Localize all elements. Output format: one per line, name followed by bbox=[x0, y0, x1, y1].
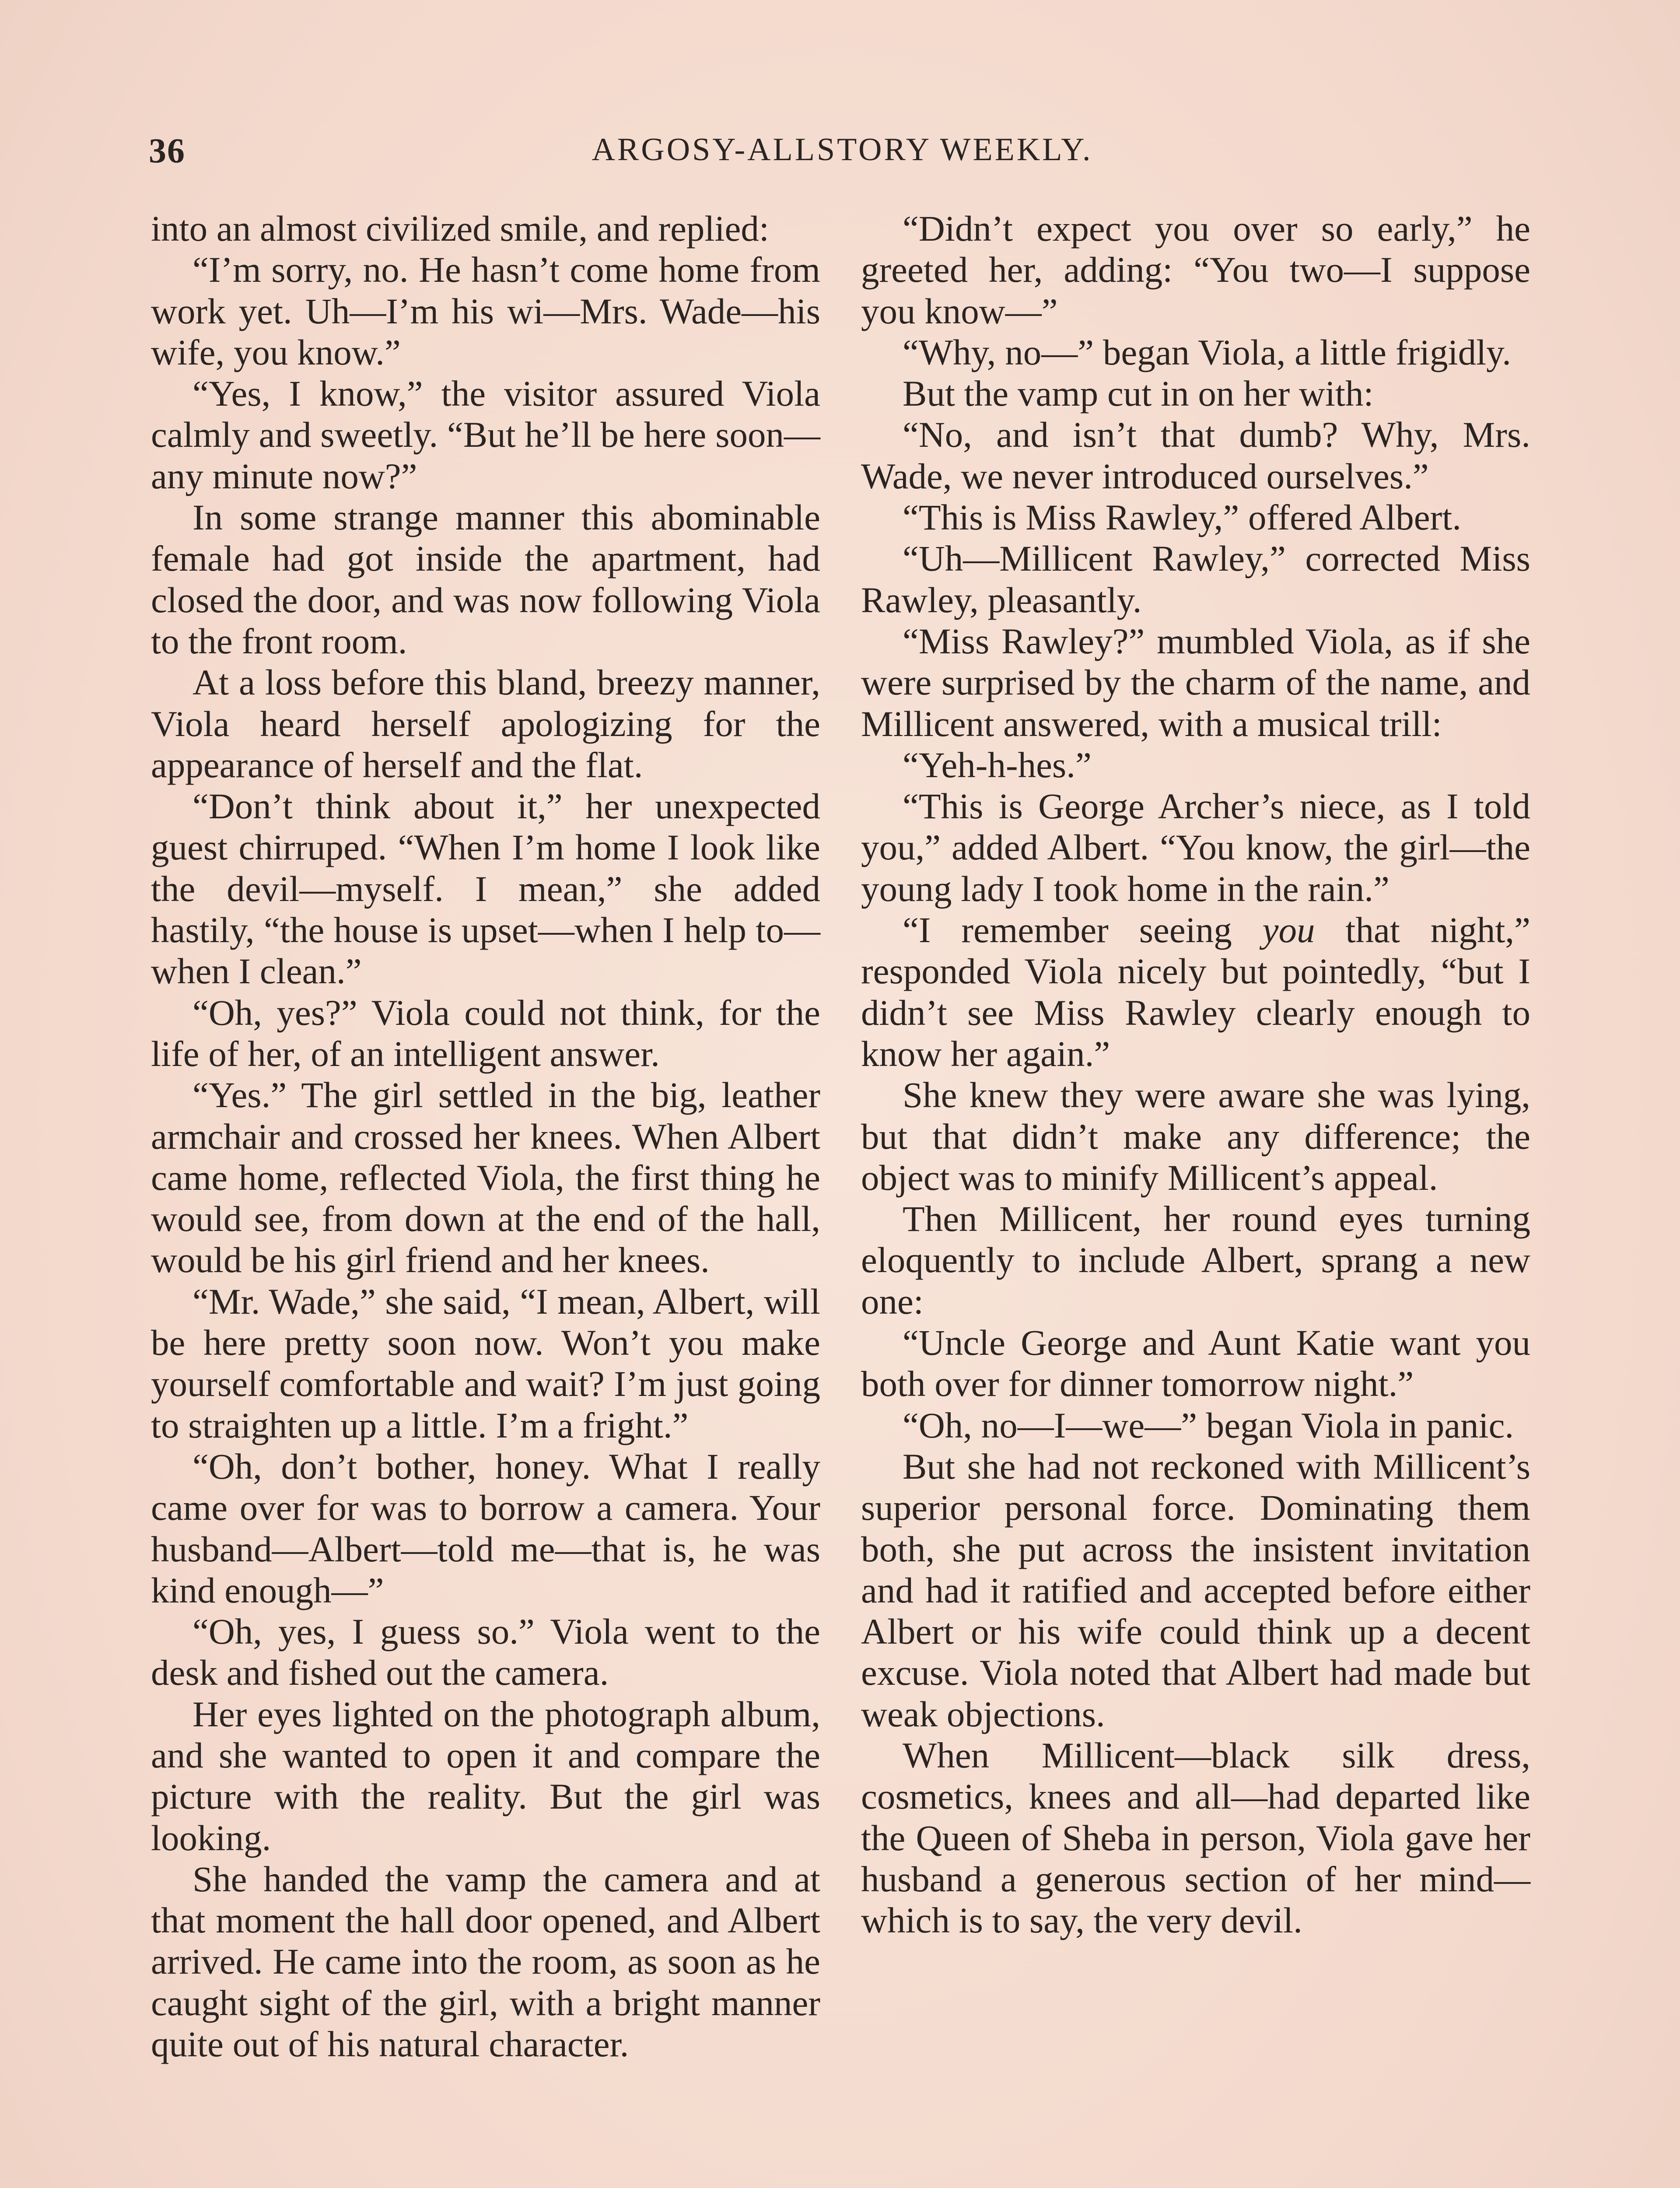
paragraph: “Oh, yes?” Viola could not think, for the life of her, of an intelligent answer. bbox=[151, 992, 820, 1074]
paragraph: “Miss Rawley?” mumbled Viola, as if she were surprised by the charm of the name, and Millicent answered, with a musical trill: bbox=[861, 621, 1530, 744]
paragraph: “Don’t think about it,” her unexpected guest chirruped. “When I’m home I look like the devil—myself. I mean,” she added hastily, “the house is upset—when I help to—when I clean.” bbox=[151, 786, 820, 992]
paragraph: In some strange manner this abominable female had got inside the apartment, had closed the door, and was now following Viola to the front room. bbox=[151, 497, 820, 661]
running-title: ARGOSY-ALLSTORY WEEKLY. bbox=[592, 132, 1093, 168]
paragraph: “Uncle George and Aunt Katie want you both over for dinner tomorrow night.” bbox=[861, 1322, 1530, 1404]
right-text-column bbox=[861, 208, 1530, 1941]
paragraph: “Didn’t expect you over so early,” he greeted her, adding: “You two—I suppose you know—” bbox=[861, 208, 1530, 331]
paragraph: “Why, no—” began Viola, a little frigidly. bbox=[903, 332, 1512, 372]
paragraph: “No, and isn’t that dumb? Why, Mrs. Wade, we never introduced ourselves.” bbox=[861, 414, 1530, 496]
paragraph: She knew they were aware she was lying, but that didn’t make any difference; the object was to minify Millicent’s appeal. bbox=[861, 1075, 1530, 1198]
paragraph: “Mr. Wade,” she said, “I mean, Albert, will be here pretty soon now. Won’t you make yourself comfortable and wait? I’m just going to straighten up a little. I’m a fright.” bbox=[151, 1281, 820, 1445]
paragraph: “This is Miss Rawley,” offered Albert. bbox=[903, 497, 1462, 538]
paragraph: “Yes.” The girl settled in the big, leather armchair and crossed her knees. When Albert came home, reflected Viola, the first thing he would see, from down at the end of the hall, would be his girl friend and her knees. bbox=[151, 1075, 820, 1280]
left-text-column bbox=[151, 208, 820, 2065]
paragraph: into an almost civilized smile, and replied: bbox=[151, 208, 769, 249]
paragraph: But the vamp cut in on her with: bbox=[903, 373, 1374, 414]
paragraph: “Uh—Millicent Rawley,” corrected Miss Rawley, pleasantly. bbox=[861, 538, 1530, 620]
paragraph: “Oh, yes, I guess so.” Viola went to the desk and fished out the camera. bbox=[151, 1611, 820, 1693]
paragraph: “This is George Archer’s niece, as I told you,” added Albert. “You know, the girl—the young lady I took home in the rain.” bbox=[861, 786, 1530, 909]
paragraph: “Yeh-h-hes.” bbox=[903, 744, 1092, 785]
paragraph: “Oh, no—I—we—” began Viola in panic. bbox=[903, 1405, 1514, 1445]
paragraph: At a loss before this bland, breezy manner, Viola heard herself apologizing for the appearance of herself and the flat. bbox=[151, 662, 820, 785]
paragraph: Her eyes lighted on the photograph album, and she wanted to open it and compare the picture with the reality. But the girl was looking. bbox=[151, 1694, 820, 1858]
paragraph: “I’m sorry, no. He hasn’t come home from work yet. Uh—I’m his wi—Mrs. Wade—his wife, you know.” bbox=[151, 249, 820, 372]
paragraph: She handed the vamp the camera and at that moment the hall door opened, and Albert arrived. He came into the room, as soon as he caught sight of the girl, with a bright manner quite out of his natural character. bbox=[151, 1858, 820, 2065]
paragraph: “I remember seeing you that night,” responded Viola nicely but pointedly, “but I didn’t see Miss Rawley clearly enough to know her again.” bbox=[861, 910, 1531, 1074]
page-header bbox=[149, 131, 1536, 179]
paragraph: Then Millicent, her round eyes turning eloquently to include Albert, sprang a new one: bbox=[861, 1199, 1530, 1322]
paragraph: When Millicent—black silk dress, cosmetics, knees and all—had departed like the Queen of Sheba in person, Viola gave her husband a generous section of her mind—which is to say, the very devil. bbox=[861, 1735, 1530, 1941]
paragraph: “Yes, I know,” the visitor assured Viola calmly and sweetly. “But he’ll be here soon—any minute now?” bbox=[151, 373, 820, 496]
page-number: 36 bbox=[149, 132, 186, 170]
paragraph: “Oh, don’t bother, honey. What I really came over for was to borrow a camera. Your husband—Albert—told me—that is, he was kind enough—” bbox=[151, 1446, 820, 1610]
emphasis: you bbox=[1262, 910, 1315, 950]
paragraph: But she had not reckoned with Millicent’s superior personal force. Dominating them both, she put across the insistent invitation and had it ratified and accepted before either Albert or his wife could think up a decent excuse. Viola noted that Albert had made but weak objections. bbox=[861, 1446, 1530, 1734]
